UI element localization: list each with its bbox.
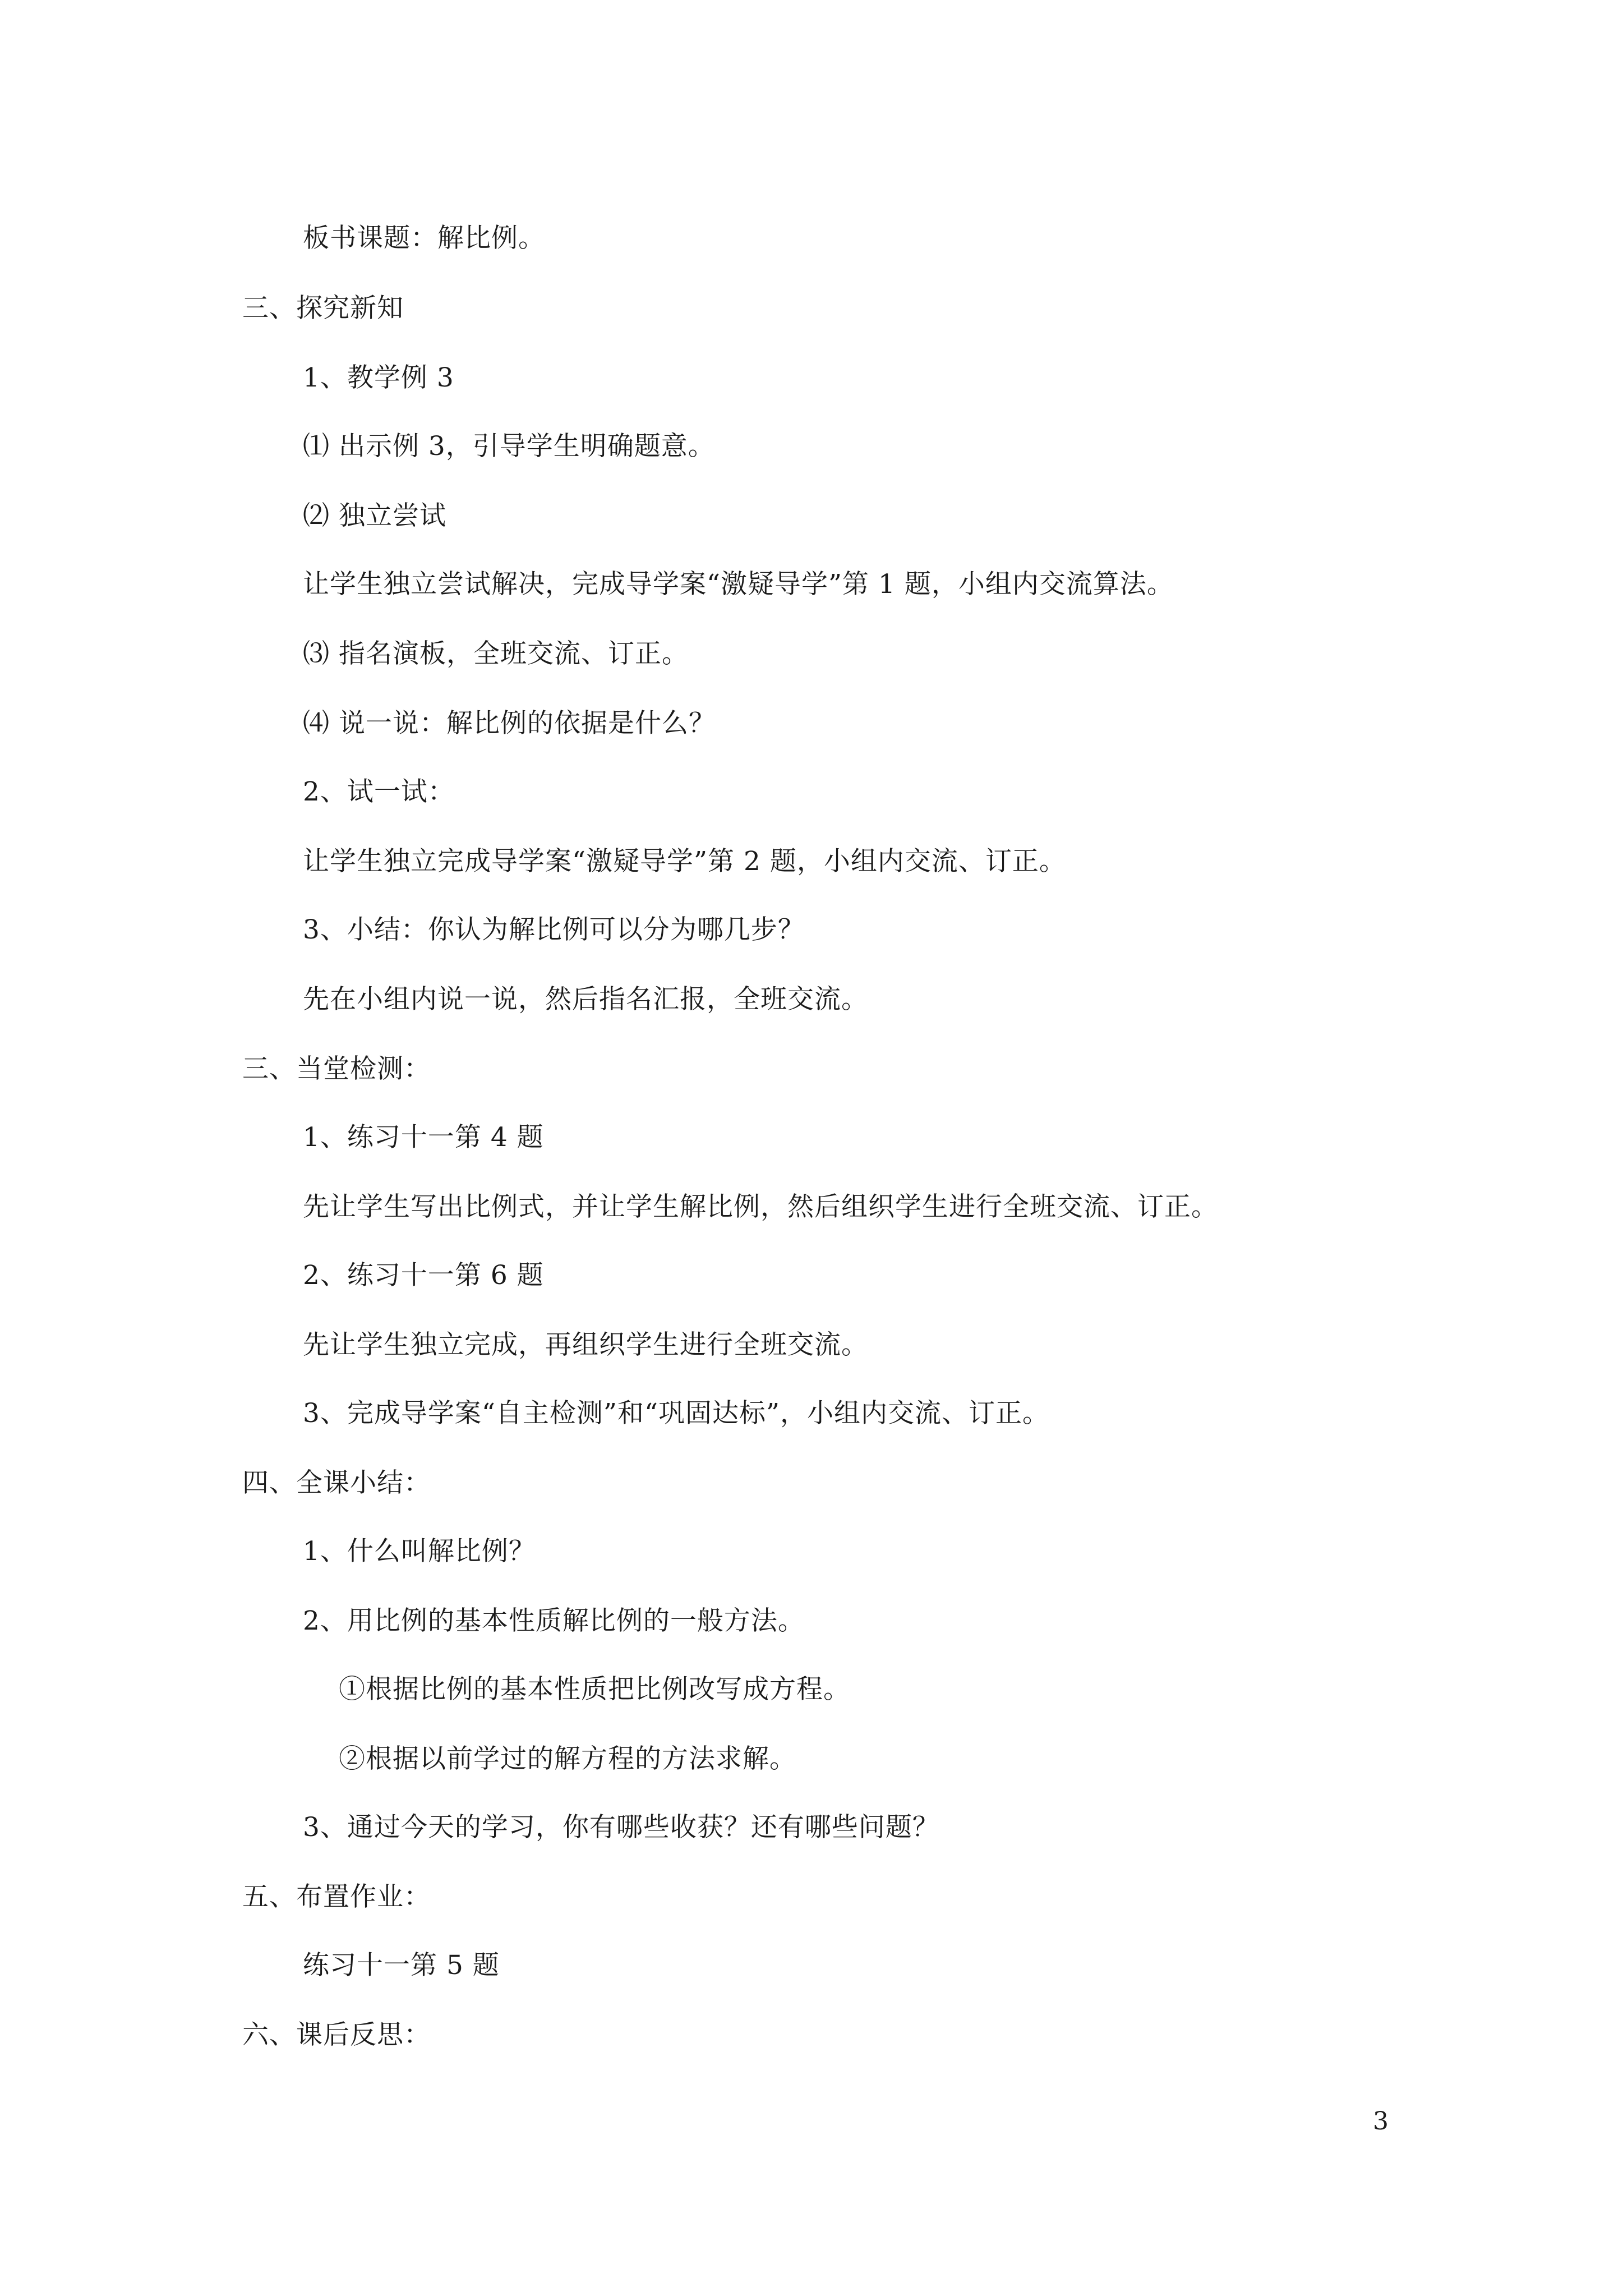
text-line: ⑶ 指名演板，全班交流、订正。	[303, 638, 689, 669]
section-heading: 四、全课小结：	[242, 1467, 431, 1498]
text-line: 让学生独立完成导学案“激疑导学”第 2 题，小组内交流、订正。	[303, 846, 1066, 877]
text-line: ②根据以前学过的解方程的方法求解。	[339, 1743, 796, 1774]
text-line: 练习十一第 5 题	[303, 1950, 500, 1981]
text-line: 2、练习十一第 6 题	[303, 1260, 544, 1291]
text-line: ⑷ 说一说：解比例的依据是什么？	[303, 708, 716, 739]
text-line: 3、小结：你认为解比例可以分为哪几步？	[303, 914, 805, 945]
text-line: 先让学生独立完成，再组织学生进行全班交流。	[303, 1329, 868, 1360]
text-line: ⑴ 出示例 3，引导学生明确题意。	[303, 431, 715, 462]
text-line: 1、教学例 3	[303, 362, 454, 393]
text-line: 先在小组内说一说，然后指名汇报，全班交流。	[303, 984, 868, 1015]
text-line: 3、完成导学案“自主检测”和“巩固达标”，小组内交流、订正。	[303, 1398, 1050, 1429]
section-heading: 六、课后反思：	[242, 2019, 431, 2050]
text-line: 让学生独立尝试解决，完成导学案“激疑导学”第 1 题，小组内交流算法。	[303, 569, 1174, 600]
page-number: 3	[1373, 2107, 1389, 2136]
text-line: 板书课题：解比例。	[303, 223, 545, 254]
text-line: 1、什么叫解比例？	[303, 1536, 536, 1567]
section-heading: 三、探究新知	[242, 293, 404, 324]
section-heading: 三、当堂检测：	[242, 1053, 431, 1084]
text-line: 2、试一试：	[303, 776, 455, 807]
text-line: 先让学生写出比例式，并让学生解比例，然后组织学生进行全班交流、订正。	[303, 1191, 1218, 1222]
section-heading: 五、布置作业：	[242, 1881, 431, 1912]
text-line: 2、用比例的基本性质解比例的一般方法。	[303, 1605, 805, 1636]
text-line: 1、练习十一第 4 题	[303, 1122, 544, 1153]
text-line: 3、通过今天的学习，你有哪些收获？还有哪些问题？	[303, 1812, 939, 1843]
text-line: ①根据比例的基本性质把比例改写成方程。	[339, 1674, 850, 1705]
text-line: ⑵ 独立尝试	[303, 500, 446, 531]
